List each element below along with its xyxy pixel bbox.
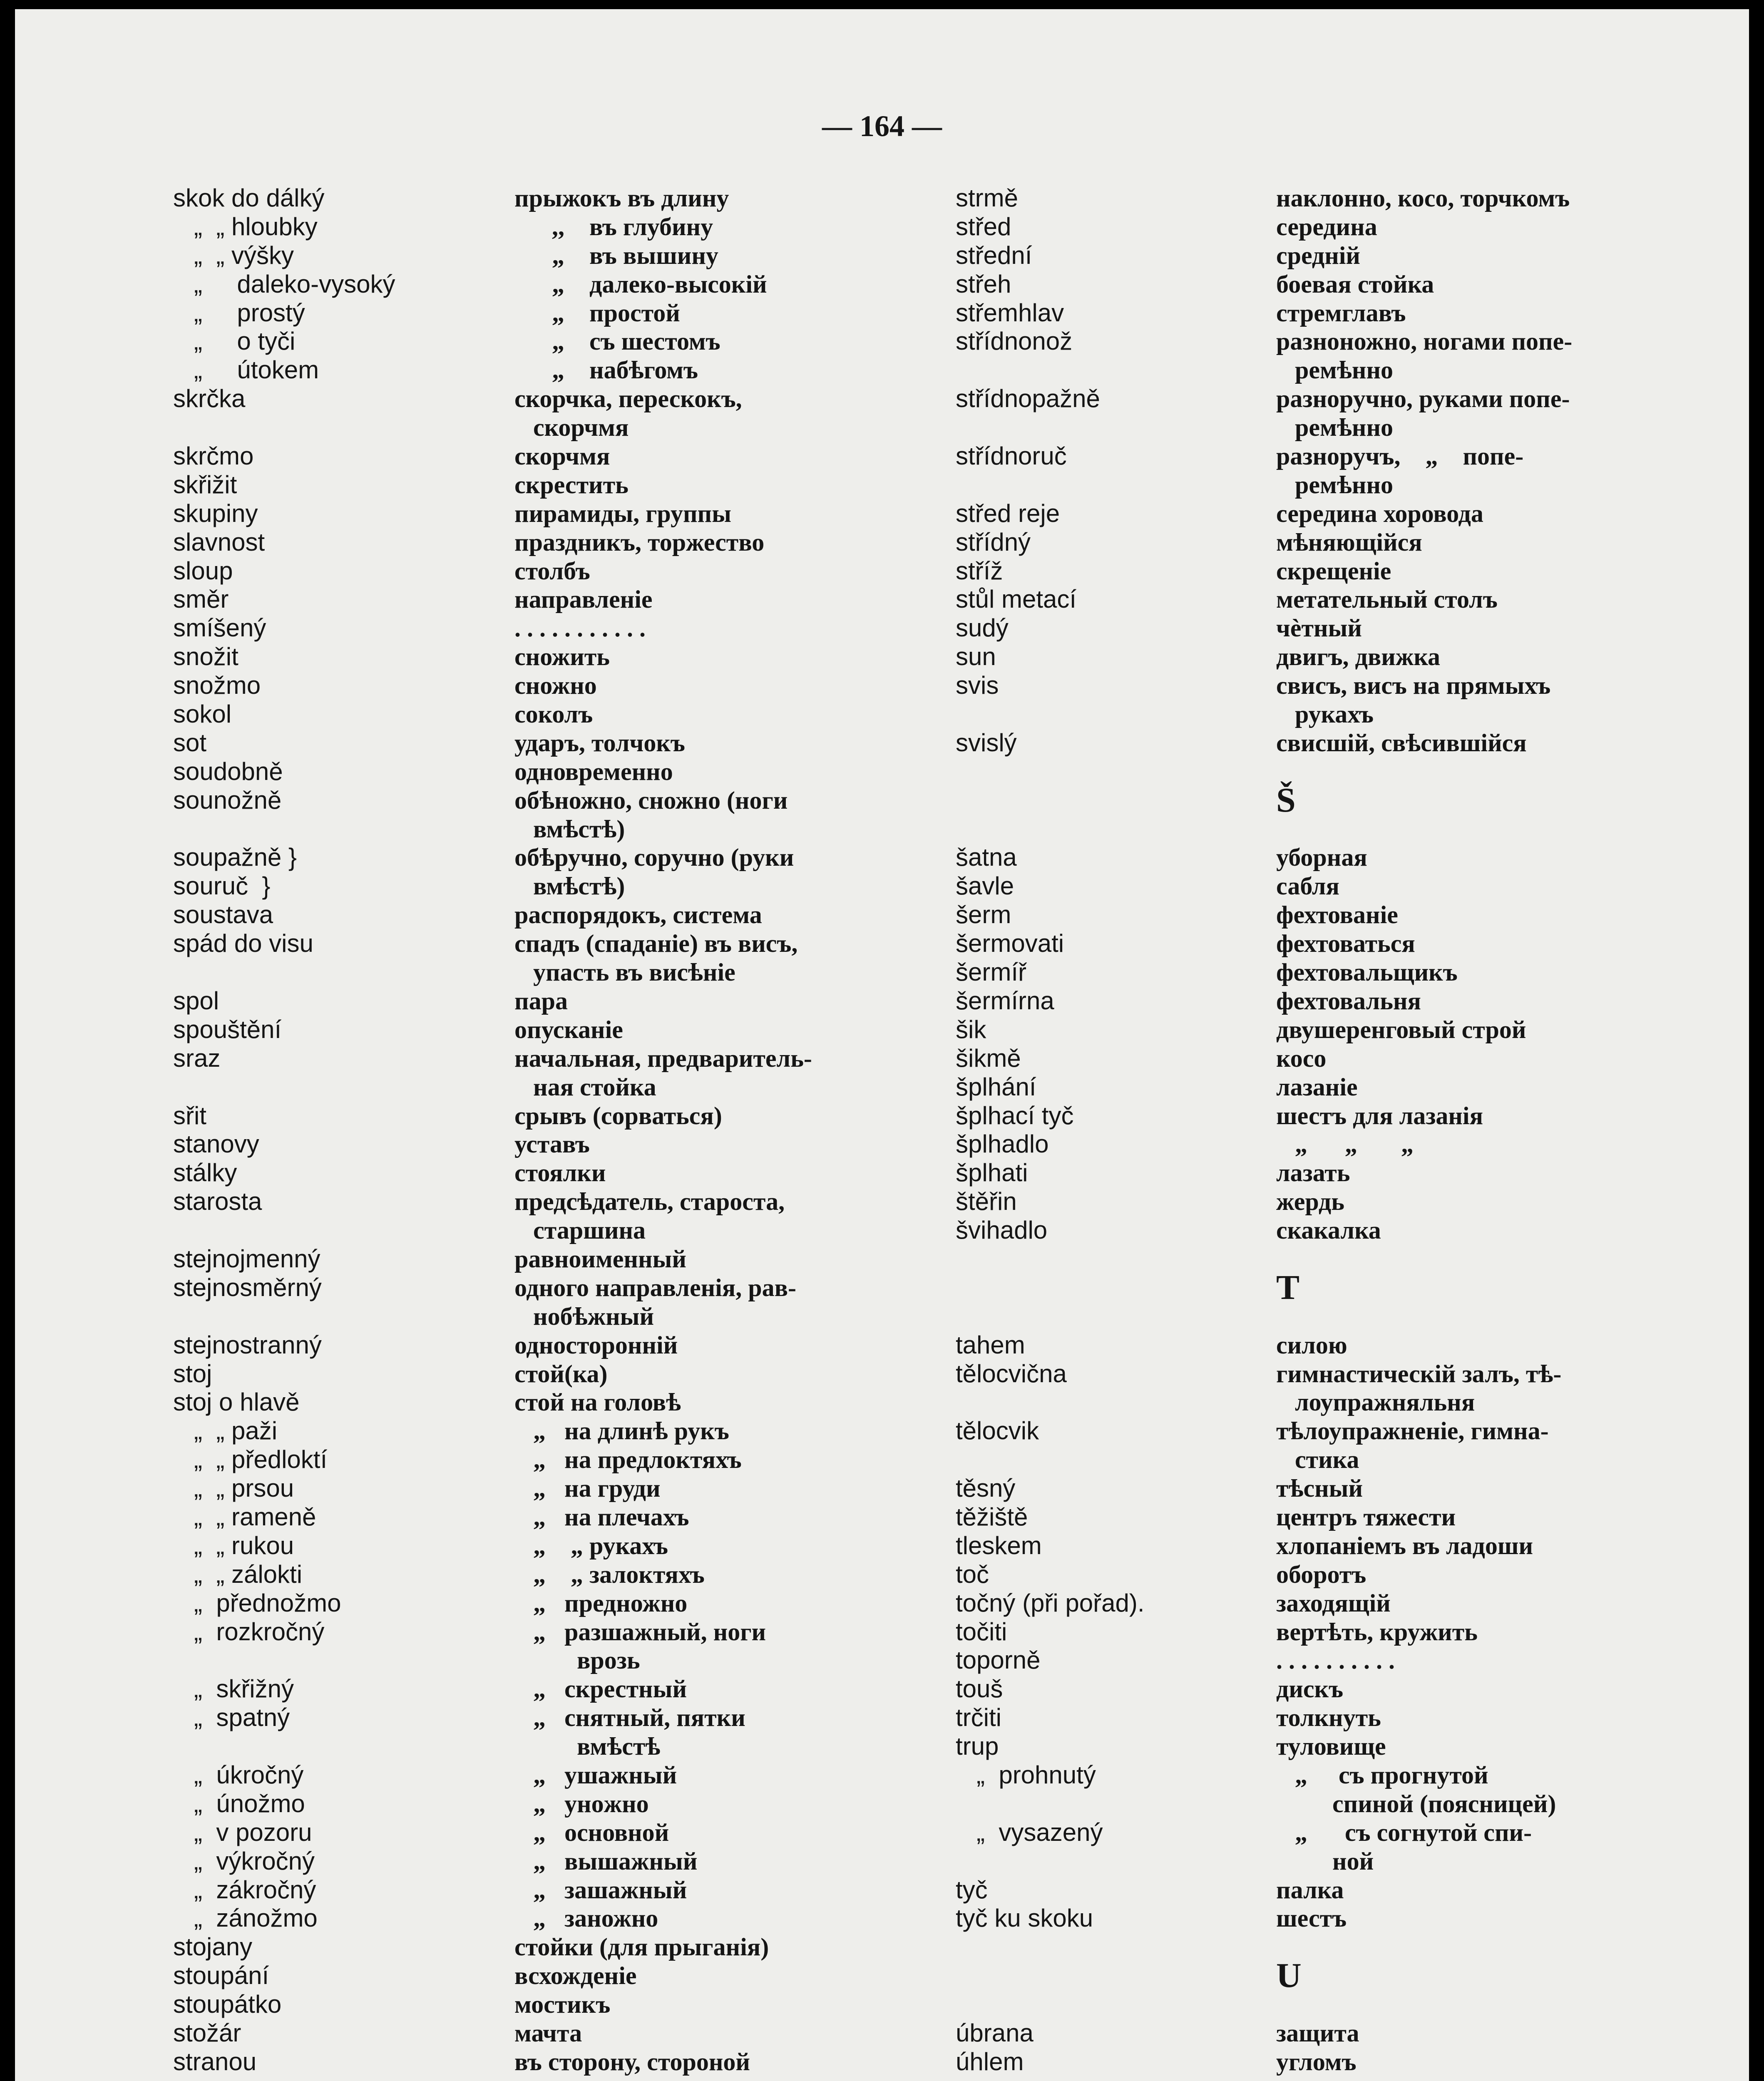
entry-line: силою — [1276, 1331, 1347, 1359]
entry-line: „ v pozoru — [173, 1818, 312, 1846]
entry-line: „ rozkročný — [173, 1617, 325, 1646]
entry-line — [173, 1216, 395, 1245]
entry-line: „ „ rameně — [173, 1502, 316, 1531]
entry-line: „ предножно — [514, 1589, 688, 1617]
entry-line: stranou — [173, 2047, 257, 2076]
entry-line: предсѣдатель, староста, — [514, 1188, 785, 1216]
entry-line — [956, 356, 1145, 385]
entry-line: ная стойка — [514, 1073, 656, 1101]
entry-line: скорчмя — [514, 414, 629, 442]
entry-line: strmě — [956, 184, 1018, 212]
entry-line: палка — [1276, 1876, 1344, 1904]
entry-line: „ útokem — [173, 356, 319, 384]
entry-line: скорчмя — [514, 442, 610, 470]
entry-line — [173, 1646, 395, 1675]
entry-line: ремѣнно — [1276, 414, 1394, 442]
entry-line: soupažně } — [173, 843, 297, 872]
entry-line: . . . . . . . . . . — [1276, 1646, 1395, 1674]
entry-line: стоялки — [514, 1159, 606, 1187]
entry-line: trčiti — [956, 1704, 1001, 1732]
entry-line: svis — [956, 671, 999, 700]
entry-line: косо — [1276, 1044, 1327, 1072]
entry-line: šplhati — [956, 1159, 1028, 1187]
entry-line: „ výkročný — [173, 1847, 315, 1875]
entry-line: чѐтный — [1276, 614, 1362, 642]
entry-line: snožit — [173, 643, 239, 671]
entry-line: touš — [956, 1675, 1003, 1703]
entry-line: тѣлоупражненіе, гимна- — [1276, 1417, 1549, 1445]
entry-line: середина хоровода — [1276, 499, 1483, 527]
entry-line: мачта — [514, 2019, 582, 2047]
entry-line: tělocvična — [956, 1359, 1067, 1388]
entry-line — [956, 786, 1145, 815]
entry-line: шестъ — [1276, 1905, 1347, 1932]
entry-line: „ снятный, пятки — [514, 1704, 745, 1732]
entry-line: úhlem — [956, 2047, 1024, 2076]
entry-line: tyč ku skoku — [956, 1904, 1093, 1932]
entry-line: stojany — [173, 1933, 253, 1961]
entry-line: svislý — [956, 728, 1017, 757]
column-russian-left — [514, 184, 812, 2076]
entry-line — [956, 700, 1145, 729]
entry-line — [956, 1847, 1145, 1876]
entry-line: stoj — [173, 1359, 212, 1388]
entry-line: směr — [173, 585, 229, 613]
entry-line: пара — [514, 987, 568, 1015]
entry-line: sloup — [173, 556, 233, 585]
entry-line: tahem — [956, 1331, 1025, 1359]
entry-line — [956, 1790, 1145, 1818]
entry-line: боевая стойка — [1276, 270, 1434, 298]
entry-line: střídnonož — [956, 327, 1073, 355]
entry-line: середина — [1276, 213, 1377, 241]
entry-line: скорчка, перескокъ, — [514, 385, 742, 413]
entry-line: sraz — [173, 1044, 221, 1072]
entry-line — [956, 1245, 1145, 1274]
entry-line: „ „ předloktí — [173, 1445, 328, 1474]
entry-line: šplhání — [956, 1073, 1036, 1101]
entry-line: spád do visu — [173, 929, 313, 958]
entry-line — [956, 1445, 1145, 1474]
entry-line: лоупражняльня — [1276, 1388, 1475, 1416]
entry-line: úbrana — [956, 2019, 1034, 2047]
entry-line — [956, 815, 1145, 844]
entry-line — [1276, 1302, 1572, 1331]
entry-line: šermíř — [956, 958, 1026, 986]
entry-line: разноручно, руками попе- — [1276, 385, 1570, 413]
entry-line: střídnopažně — [956, 385, 1100, 413]
entry-line: těžiště — [956, 1502, 1028, 1531]
entry-line: šplhadlo — [956, 1130, 1049, 1158]
entry-line: равноименный — [514, 1245, 686, 1273]
entry-line — [956, 1962, 1145, 1990]
entry-line: праздникъ, торжество — [514, 528, 765, 556]
entry-line: упасть въ висѣніе — [514, 959, 735, 986]
entry-line: „ „ залоктяхъ — [514, 1560, 705, 1588]
section-letter: Š — [1276, 780, 1296, 819]
entry-line: sounožně — [173, 786, 282, 814]
entry-line: старшина — [514, 1217, 646, 1244]
entry-line: šplhací tyč — [956, 1101, 1074, 1130]
entry-line: šerm — [956, 901, 1011, 929]
entry-line: вертѣть, кружить — [1276, 1618, 1478, 1646]
entry-line: сножно — [514, 672, 597, 700]
entry-line: спадъ (спаданіе) въ висъ, — [514, 930, 798, 958]
entry-line: хлопаніемъ въ ладоши — [1276, 1532, 1533, 1560]
entry-line: „ съ прогнутой — [1276, 1761, 1488, 1789]
entry-line — [173, 413, 395, 442]
entry-line: trup — [956, 1732, 999, 1761]
entry-line: метательный столъ — [1276, 586, 1498, 613]
entry-line: ремѣнно — [1276, 471, 1394, 499]
entry-line: „ ушажный — [514, 1761, 677, 1789]
entry-line: stálky — [173, 1159, 237, 1187]
entry-line: „ únožmo — [173, 1789, 305, 1818]
entry-line: „ zákročný — [173, 1875, 316, 1904]
entry-line: snožmo — [173, 671, 261, 700]
entry-line: толкнуть — [1276, 1704, 1381, 1732]
entry-line: „ skřižný — [173, 1675, 294, 1703]
entry-line: stříž — [956, 556, 1003, 585]
entry-line: ударъ, толчокъ — [514, 729, 685, 757]
entry-line — [1276, 757, 1572, 786]
entry-line: стремглавъ — [1276, 299, 1406, 327]
entry-line: врозь — [514, 1646, 640, 1674]
entry-line — [956, 1990, 1145, 2019]
entry-line: skrčka — [173, 385, 246, 413]
entry-line: прыжокъ въ длину — [514, 184, 729, 212]
entry-line: „ зашажный — [514, 1876, 687, 1904]
entry-line: угломъ — [1276, 2048, 1357, 2076]
entry-line: тѣсный — [1276, 1475, 1363, 1502]
entry-line: уборная — [1276, 844, 1367, 872]
entry-line: фехтоваться — [1276, 930, 1415, 958]
entry-line: šermovati — [956, 929, 1064, 958]
entry-line: „ prostý — [173, 298, 305, 327]
entry-line: skupiny — [173, 499, 258, 527]
entry-line: „ „ hloubky — [173, 212, 318, 241]
entry-line: скрестить — [514, 471, 629, 499]
entry-line: . . . . . . . . . . . — [514, 614, 646, 642]
entry-line: „ простой — [514, 299, 680, 327]
entry-line: střídnoruč — [956, 442, 1067, 470]
entry-line: „ на плечахъ — [514, 1503, 689, 1531]
entry-line: střídný — [956, 528, 1031, 556]
entry-line: „ přednožmo — [173, 1589, 341, 1617]
entry-line: „ „ rukou — [173, 1531, 294, 1560]
entry-line: „ úkročný — [173, 1761, 304, 1789]
entry-line: „ „ zálokti — [173, 1560, 303, 1588]
entry-line: soudobně — [173, 757, 283, 785]
entry-line: „ набѣгомъ — [514, 356, 698, 384]
entry-line: stejnostranný — [173, 1331, 322, 1359]
entry-line: „ далеко-высокій — [514, 270, 767, 298]
entry-line: обѣручно, соручно (руки — [514, 844, 794, 872]
entry-line: střední — [956, 241, 1032, 269]
entry-line: sokol — [173, 700, 232, 728]
entry-line: разноручъ, „ попе- — [1276, 442, 1524, 470]
section-letter: T — [1276, 1268, 1300, 1307]
entry-line: гимнастическій залъ, тѣ- — [1276, 1360, 1562, 1388]
entry-line: „ въ вышину — [514, 241, 718, 269]
entry-line: „ съ согнутой спи- — [1276, 1818, 1532, 1846]
entry-line: „ vysazený — [956, 1818, 1103, 1846]
entry-line: „ заножно — [514, 1905, 658, 1932]
entry-line: střemhlav — [956, 298, 1064, 327]
entry-line: свисшій, свѣсившійся — [1276, 729, 1527, 757]
entry-line: свисъ, висъ на прямыхъ — [1276, 672, 1551, 700]
entry-line: одновременно — [514, 757, 673, 785]
entry-line: sun — [956, 643, 996, 671]
entry-line: švihadlo — [956, 1216, 1048, 1244]
entry-line — [173, 958, 395, 987]
entry-line: ной — [1276, 1847, 1374, 1875]
entry-line: stoupání — [173, 1962, 269, 1990]
entry-line: двигъ, движка — [1276, 643, 1441, 671]
entry-line: sudý — [956, 614, 1009, 642]
entry-line: мостикъ — [514, 1991, 611, 2019]
entry-line — [956, 1274, 1145, 1302]
entry-line: шестъ для лазанія — [1276, 1102, 1483, 1130]
entry-line: střed reje — [956, 499, 1060, 527]
entry-line: soustava — [173, 901, 273, 929]
entry-line: „ съ шестомъ — [514, 328, 721, 355]
entry-line: „ на груди — [514, 1475, 661, 1502]
entry-line: „ унoжно — [514, 1790, 649, 1818]
entry-line: skok do dálký — [173, 184, 325, 212]
entry-line: toč — [956, 1560, 989, 1588]
entry-line: starosta — [173, 1187, 262, 1216]
entry-line: „ основной — [514, 1818, 669, 1846]
entry-line — [956, 1302, 1145, 1331]
entry-line: „ daleko-vysoký — [173, 270, 395, 298]
entry-line — [1276, 1933, 1572, 1962]
entry-line: сабля — [1276, 872, 1339, 900]
entry-line: распорядокъ, система — [514, 901, 762, 929]
entry-line: šik — [956, 1015, 986, 1043]
entry-line: slavnost — [173, 528, 265, 556]
entry-line: stožár — [173, 2019, 241, 2047]
entry-line: заходящій — [1276, 1589, 1391, 1617]
entry-line: ремѣнно — [1276, 356, 1394, 384]
entry-line: скрещеніе — [1276, 557, 1391, 585]
entry-line: tyč — [956, 1875, 988, 1904]
entry-line: фехтовальщикъ — [1276, 959, 1458, 986]
entry-line: вмѣстѣ — [514, 1733, 661, 1761]
entry-line: фехтованіе — [1276, 901, 1398, 929]
entry-line: стойки (для прыганія) — [514, 1933, 769, 1961]
entry-line: štěřin — [956, 1187, 1017, 1216]
entry-line: šikmě — [956, 1044, 1021, 1072]
entry-line: оборотъ — [1276, 1560, 1366, 1588]
entry-line: stoupátko — [173, 1990, 282, 2019]
entry-line: мѣняющійся — [1276, 528, 1422, 556]
entry-line: туловище — [1276, 1733, 1386, 1761]
entry-line: šatna — [956, 843, 1017, 872]
entry-line: защита — [1276, 2019, 1359, 2047]
entry-line — [1276, 815, 1572, 844]
entry-line: „ скрестный — [514, 1675, 687, 1703]
entry-line: обѣножно, сножно (ноги — [514, 786, 788, 814]
column-czech-right — [956, 184, 1145, 2076]
entry-line: šavle — [956, 872, 1014, 900]
entry-line: всхожденіе — [514, 1962, 637, 1990]
entry-line: ,, въ глубину — [514, 213, 713, 241]
entry-line: „ „ рукахъ — [514, 1532, 668, 1560]
entry-line: sřit — [173, 1101, 206, 1130]
entry-line: односторонній — [514, 1331, 678, 1359]
entry-line: tělocvik — [956, 1417, 1039, 1445]
entry-line — [1276, 1990, 1572, 2019]
entry-line: „ prohnutý — [956, 1761, 1096, 1789]
entry-line: срывъ (сорваться) — [514, 1102, 722, 1130]
entry-line: уставъ — [514, 1130, 590, 1158]
entry-line: стика — [1276, 1446, 1359, 1474]
entry-line — [956, 1388, 1145, 1417]
entry-line — [173, 1302, 395, 1331]
entry-line: točný (při pořad). — [956, 1589, 1145, 1617]
entry-line: одного направленія, рав- — [514, 1274, 797, 1301]
entry-line: šermírna — [956, 986, 1054, 1015]
entry-line: „ zánožmo — [173, 1904, 318, 1932]
entry-line: вмѣстѣ) — [514, 872, 625, 900]
entry-line: скакалка — [1276, 1217, 1381, 1244]
entry-line: пирамиды, группы — [514, 499, 731, 527]
entry-line — [956, 413, 1145, 442]
entry-line: рукахъ — [1276, 700, 1374, 728]
entry-line: опусканіе — [514, 1016, 623, 1043]
entry-line: въ сторону, стороной — [514, 2048, 750, 2076]
entry-line — [956, 757, 1145, 786]
entry-line: стой на головѣ — [514, 1388, 681, 1416]
entry-line: вмѣстѣ) — [514, 815, 625, 843]
entry-line: нобѣжный — [514, 1302, 654, 1330]
entry-line: фехтовальня — [1276, 987, 1421, 1015]
entry-line: начальная, предваритель- — [514, 1044, 812, 1072]
entry-line: сножить — [514, 643, 610, 671]
entry-line: лазаніе — [1276, 1073, 1358, 1101]
entry-line: жердь — [1276, 1188, 1345, 1216]
entry-line: spol — [173, 986, 219, 1015]
entry-line: stanovy — [173, 1130, 259, 1158]
entry-line: центръ тяжести — [1276, 1503, 1456, 1531]
entry-line: stejnojmenný — [173, 1244, 321, 1273]
entry-line — [956, 471, 1145, 499]
entry-line: лазать — [1276, 1159, 1350, 1187]
entry-line — [1276, 1245, 1572, 1274]
dictionary-page — [15, 9, 1749, 2081]
entry-line: „ o tyči — [173, 327, 296, 355]
entry-line: разноножно, ногами попе- — [1276, 328, 1573, 355]
entry-line: střed — [956, 212, 1011, 241]
entry-line: стой(ка) — [514, 1360, 608, 1388]
entry-line: „ на предлоктяхъ — [514, 1446, 742, 1474]
entry-line: „ „ výšky — [173, 241, 294, 269]
entry-line: „ на длинѣ рукъ — [514, 1417, 729, 1445]
entry-line: спиной (поясницей) — [1276, 1790, 1556, 1818]
entry-line: tleskem — [956, 1531, 1042, 1560]
entry-line — [173, 1073, 395, 1102]
entry-line: souruč } — [173, 872, 271, 900]
entry-line: stejnosměrný — [173, 1273, 322, 1301]
entry-line: столбъ — [514, 557, 590, 585]
entry-line: „ „ prsou — [173, 1474, 294, 1502]
column-russian-right — [1276, 184, 1572, 2076]
entry-line — [173, 815, 395, 844]
entry-line: spouštění — [173, 1015, 282, 1043]
column-czech-left — [173, 184, 395, 2076]
entry-line: „ spatný — [173, 1704, 290, 1732]
section-letter: U — [1276, 1956, 1302, 1995]
entry-line: točiti — [956, 1617, 1007, 1646]
entry-line: наклонно, косо, торчкомъ — [1276, 184, 1570, 212]
entry-line: „ разшажный, ноги — [514, 1618, 766, 1646]
entry-line: těsný — [956, 1474, 1016, 1502]
page-number: — 164 — — [822, 109, 942, 143]
entry-line: stůl metací — [956, 585, 1077, 613]
entry-line: „ „ „ — [1276, 1130, 1414, 1158]
entry-line — [956, 1933, 1145, 1962]
entry-line: smíšený — [173, 614, 266, 642]
entry-line: toporně — [956, 1646, 1041, 1674]
entry-line: střeh — [956, 270, 1011, 298]
entry-line: направленіе — [514, 586, 653, 613]
entry-line: дискъ — [1276, 1675, 1344, 1703]
entry-line: средній — [1276, 241, 1361, 269]
entry-line: „ „ paži — [173, 1417, 278, 1445]
entry-line: skřižit — [173, 470, 237, 499]
entry-line: skrčmo — [173, 442, 254, 470]
entry-line: двушеренговый строй — [1276, 1016, 1526, 1043]
entry-line: соколъ — [514, 700, 593, 728]
entry-line: sot — [173, 728, 207, 757]
entry-line: „ вышажный — [514, 1847, 698, 1875]
entry-line — [173, 1732, 395, 1761]
entry-line: stoj o hlavě — [173, 1388, 300, 1416]
